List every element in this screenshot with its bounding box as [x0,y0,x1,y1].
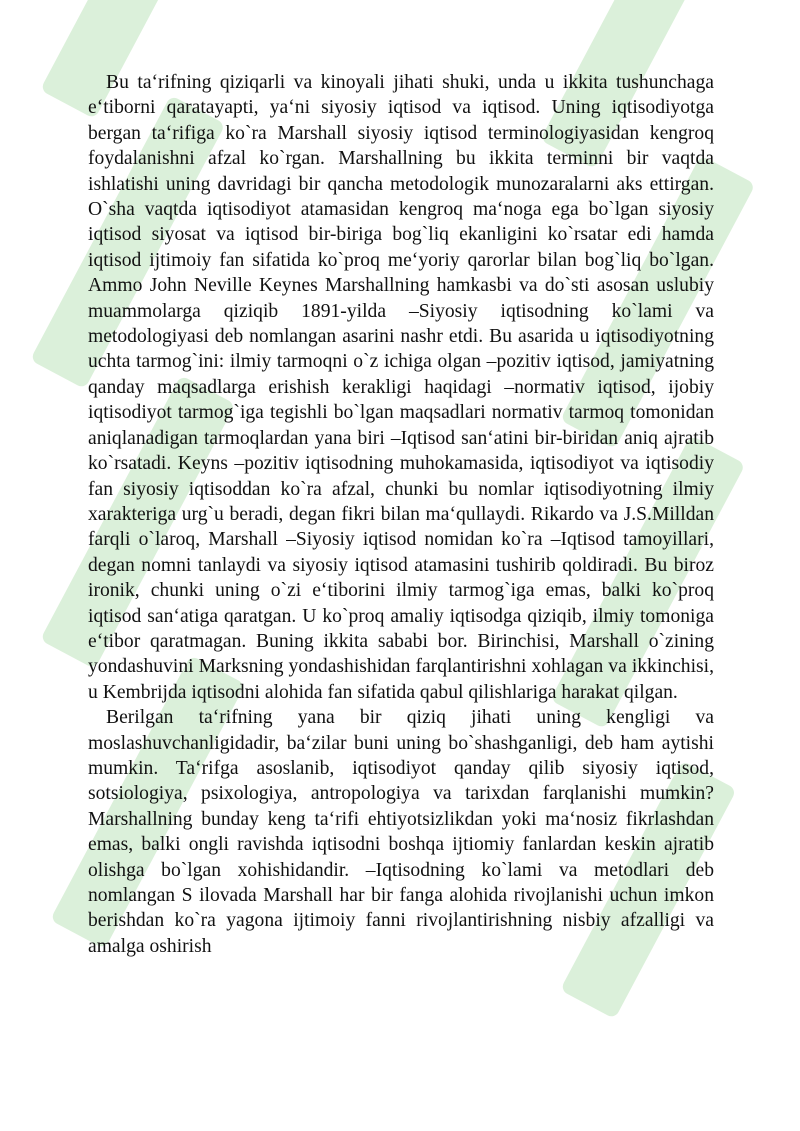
document-page [88,70,714,959]
paragraph-1: Bu ta‘rifning qiziqarli va kinoyali jihati shuki, unda u ikkita tushunchaga e‘tiborni qaratayapti, ya‘ni siyosiy iqtisod va iqtisod. Uning iqtisodiyotga bergan ta‘rifiga ko`ra Marshall siyosiy iqtisod terminologiyasidan kengroq foydalanishni afzal ko`rgan. Marshallning bu ikkita terminni bir vaqtda ishlatishi uning davridagi bir qancha metodologik munozaralarni aks ettirgan. O`sha vaqtda iqtisodiyot atamasidan kengroq ma‘noga ega bo`lgan siyosiy iqtisod siyosat va iqtisod bir-biriga bog`liq ekanligini ko`rsatar edi hamda iqtisod ijtimoiy fan sifatida ko`proq me‘yoriy qarorlar bilan bog`liq bo`lgan. Ammo John Neville Keynes Marshallning hamkasbi va do`sti asosan uslubiy muammolarga qiziqib 1891-yilda –Siyosiy iqtisodning ko`lami va metodologiyasi deb nomlangan asarini nashr etdi. Bu asarida u iqtisodiyotning uchta tarmog`ini: ilmiy tarmoqni o`z ichiga olgan –pozitiv iqtisod, jamiyatning qanday maqsadlarga erishish kerakligi haqidagi –normativ iqtisod, ijobiy iqtisodiyot tarmog`iga tegishli bo`lgan maqsadlari normativ tarmoq tomonidan aniqlanadigan tarmoqlardan yana biri –Iqtisod san‘atini bir-biridan aniq ajratib ko`rsatadi. Keyns –pozitiv iqtisodning muhokamasida, iqtisodiyot va iqtisodiy fan siyosiy iqtisoddan ko`ra afzal, chunki bu nomlar iqtisodiyotning ilmiy xarakteriga urg`u beradi, degan fikri bilan ma‘qullaydi. Rikardo va J.S.Milldan farqli o`laroq, Marshall –Siyosiy iqtisod nomidan ko`ra –Iqtisod tamoyillari, degan nomni tanlaydi va siyosiy iqtisod atamasini tushirib qoldiradi. Bu biroz ironik, chunki uning o`zi e‘tiborini ilmiy tarmog`iga emas, balki ko`proq iqtisod san‘atiga qaratgan. U ko`proq amaliy iqtisodga qiziqib, ilmiy tomoniga e‘tibor qaratmagan. Buning ikkita sababi bor. Birinchisi, Marshall o`zining yondashuvini Marksning yondashishidan farqlantirishni xohlagan va ikkinchisi, u Kembrijda iqtisodni alohida fan sifatida qabul qilishlariga harakat qilgan. [88,72,714,703]
paragraph-2: Berilgan ta‘rifning yana bir qiziq jihati uning kengligi va moslashuvchanligidadir, ba‘zilar buni uning bo`shashganligi, deb ham aytishi mumkin. Ta‘rifga asoslanib, iqtisodiyot qanday qilib siyosiy iqtisod, sotsiologiya, psixologiya, antropologiya va tarixdan farqlanishi mumkin? Marshallning bunday keng ta‘rifi ehtiyotsizlikdan yoki ma‘nosiz fikrlashdan emas, balki ongli ravishda iqtisodni boshqa ijtiomiy fanlardan keskin ajratib olishga bo`lgan xohishidandir. –Iqtisodning ko`lami va metodlari deb nomlangan S ilovada Marshall har bir fanga alohida rivojlanishi uchun imkon berishdan ko`ra yagona ijtimoiy fanni rivojlantirishning nisbiy afzalligi va amalga oshirish [88,707,714,957]
